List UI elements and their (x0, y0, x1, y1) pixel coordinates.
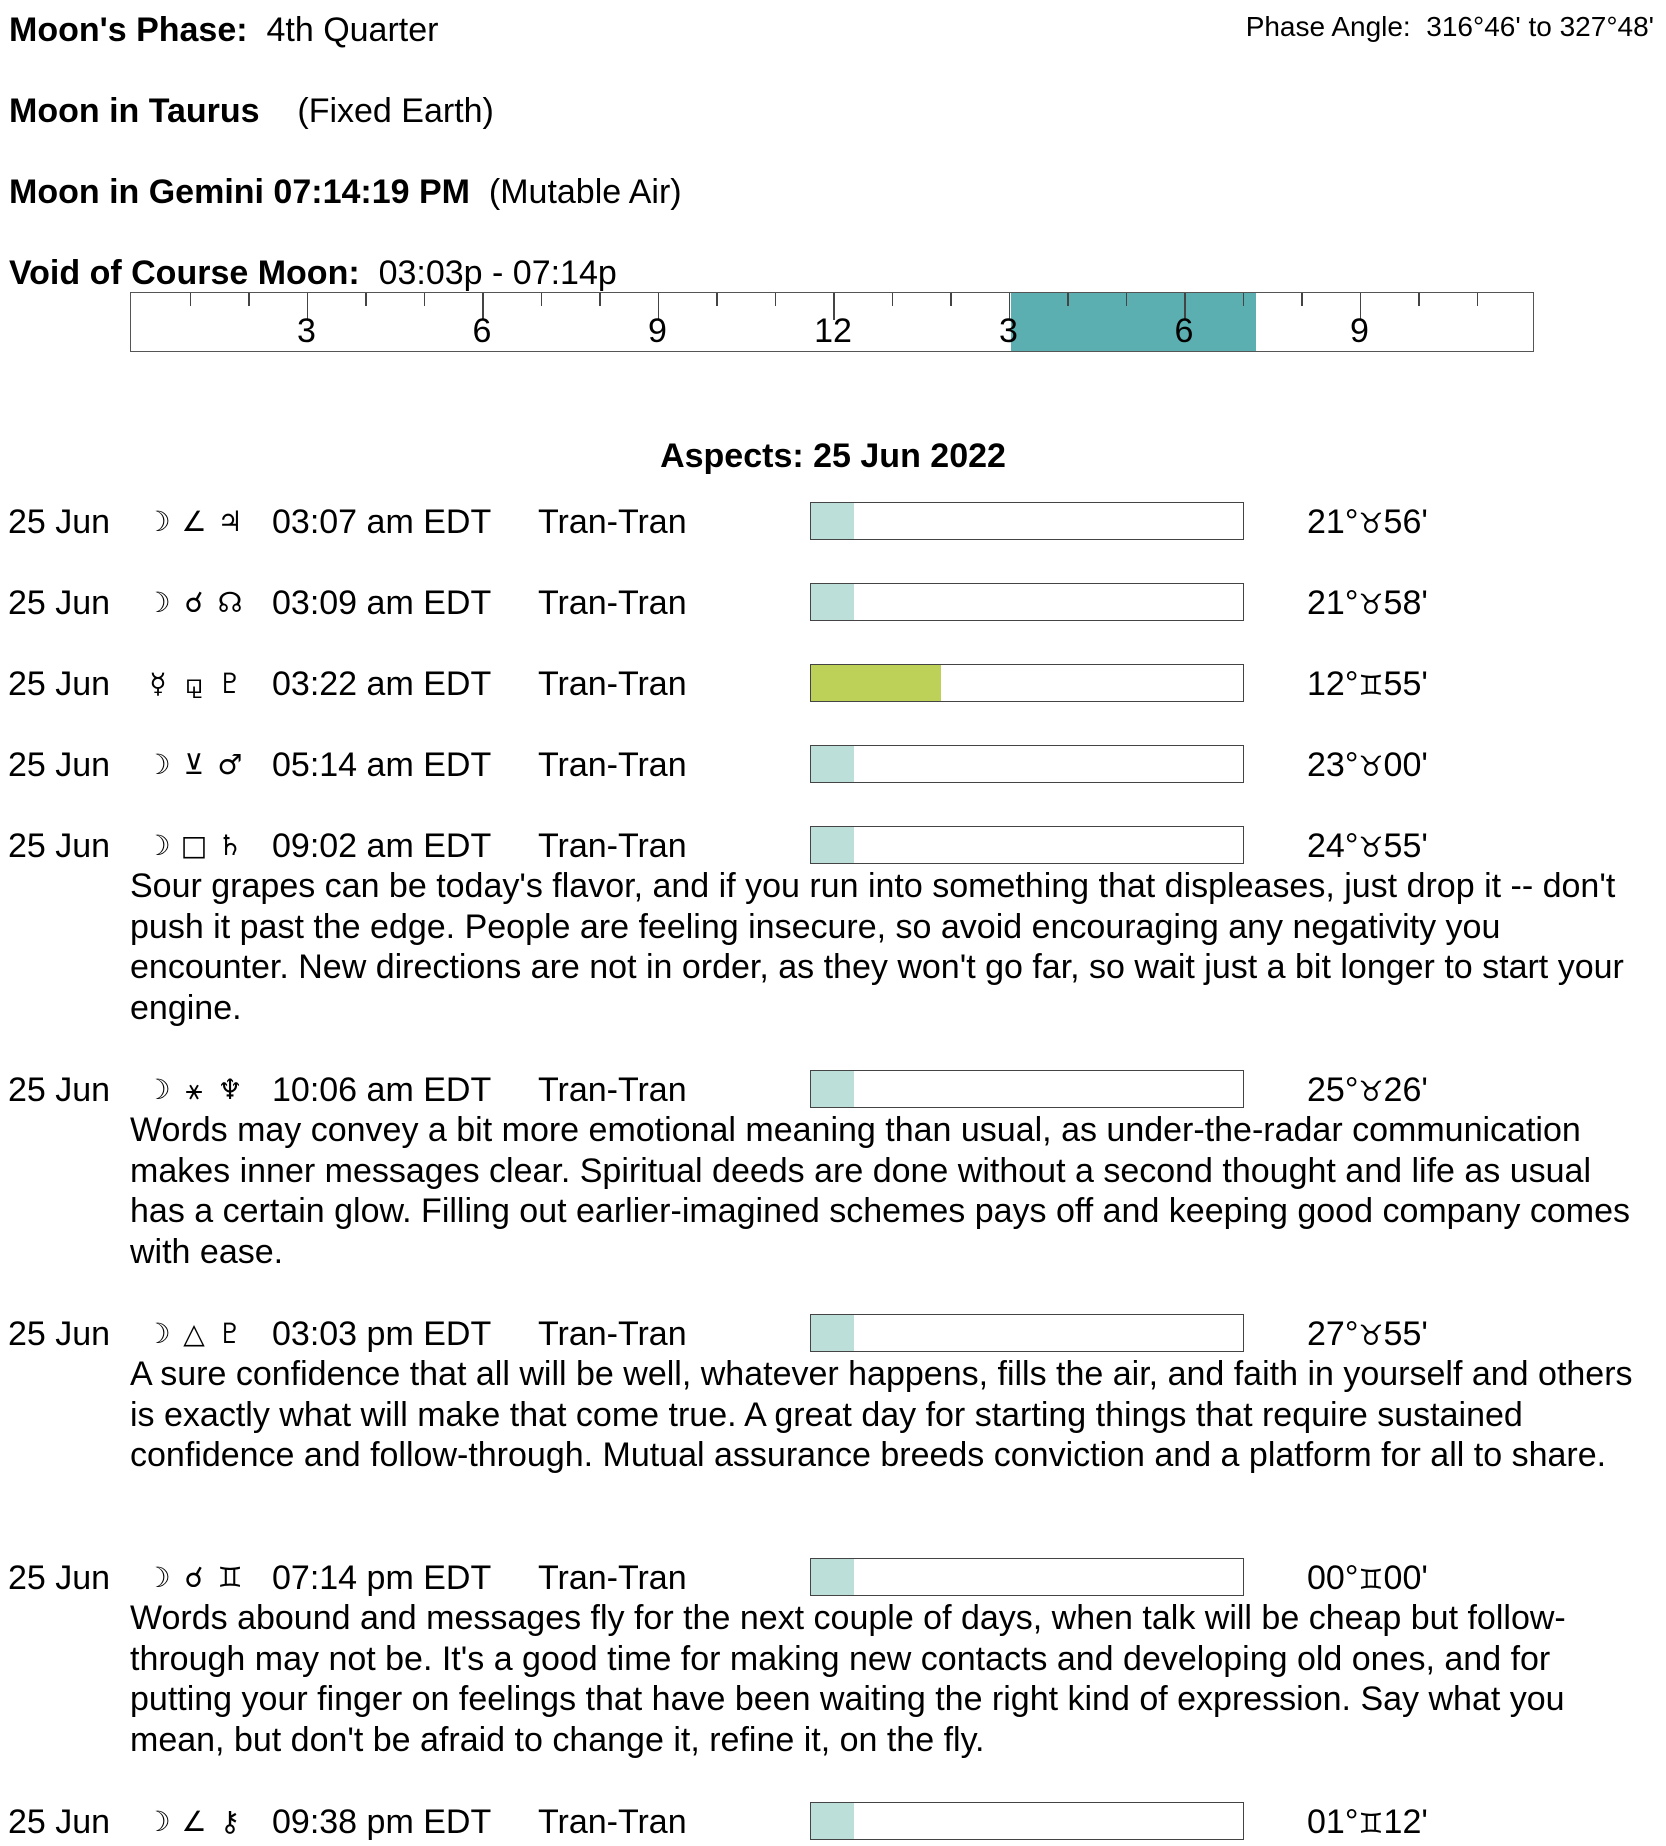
chiron-icon: ⚷ (219, 1805, 241, 1838)
trine-icon: △ (183, 1317, 205, 1350)
moon-sign-taurus (9, 91, 494, 131)
moon-icon: ☽ (145, 505, 171, 538)
moon-phase-label: Moon's Phase: (9, 11, 248, 49)
aspect-glyphs (140, 662, 248, 706)
voc-timeline-fill (1011, 293, 1256, 351)
aspect-strength-bar (810, 583, 1244, 621)
position-degrees: 24° (1307, 827, 1359, 865)
phase-angle (1246, 10, 1654, 44)
moon-sign-2-quality: (Mutable Air) (488, 173, 682, 211)
position-degrees: 00° (1307, 1559, 1359, 1597)
moon-sign-2-label: Moon in Gemini 07:14:19 PM (9, 173, 470, 211)
gemini-icon: ♊ (217, 1561, 243, 1594)
aspect-date: 25 Jun (8, 1803, 111, 1841)
aspect-glyphs (140, 500, 248, 544)
aspect-glyphs (140, 743, 248, 787)
aspect-strength-fill (811, 665, 941, 701)
timeline-hour-label: 12 (814, 312, 852, 350)
aspect-type: Tran-Tran (538, 746, 687, 784)
position-minutes: 00' (1383, 746, 1428, 784)
moon-icon: ☽ (145, 1805, 171, 1838)
aspect-date: 25 Jun (8, 1559, 111, 1597)
aspects-title: Aspects: 25 Jun 2022 (660, 437, 1006, 475)
timeline-tick (599, 293, 601, 306)
position-degrees: 27° (1307, 1315, 1359, 1353)
aspect-type: Tran-Tran (538, 827, 687, 865)
aspect-type: Tran-Tran (538, 1803, 687, 1841)
taurus-icon: ♉ (1358, 831, 1384, 864)
aspect-strength-bar (810, 664, 1244, 702)
aspect-row (0, 662, 1666, 706)
timeline-tick (950, 293, 952, 306)
aspect-type: Tran-Tran (538, 503, 687, 541)
aspect-date: 25 Jun (8, 584, 111, 622)
aspect-description: Sour grapes can be today's flavor, and if you run into something that displeases, just drop it -- don't push it past the edge. People are feeling insecure, so avoid encouraging any negativity you encounter. New directions are not in order, as they won't go far, so wait just a bit longer to start your engine. (130, 867, 1624, 1027)
aspect-glyphs (140, 824, 248, 868)
aspect-type: Tran-Tran (538, 1559, 687, 1597)
timeline-tick (1126, 293, 1128, 306)
aspect-position (1307, 1312, 1428, 1358)
aspect-date: 25 Jun (8, 1315, 111, 1353)
aspect-type: Tran-Tran (538, 665, 687, 703)
timeline-hour-label: 9 (1350, 312, 1369, 350)
aspect-glyphs (140, 1068, 248, 1112)
aspect-type: Tran-Tran (538, 1315, 687, 1353)
aspect-time: 09:02 am EDT (272, 827, 492, 865)
moon-sign-1-label: Moon in Taurus (9, 92, 260, 130)
position-degrees: 25° (1307, 1071, 1359, 1109)
aspect-strength-fill (811, 503, 854, 539)
moon-icon: ☽ (145, 1317, 171, 1350)
timeline-tick (190, 293, 192, 306)
timeline-hour-label: 3 (297, 312, 316, 350)
aspect-strength-bar (810, 826, 1244, 864)
conjunction-icon: ☌ (184, 586, 204, 619)
sextile-icon: ⚹ (185, 1073, 203, 1106)
aspect-time: 05:14 am EDT (272, 746, 492, 784)
aspect-date: 25 Jun (8, 827, 111, 865)
timeline-tick (716, 293, 718, 306)
position-minutes: 55' (1383, 827, 1428, 865)
aspect-strength-bar (810, 1802, 1244, 1840)
aspect-row (0, 1068, 1666, 1112)
gemini-icon: ♊ (1358, 1807, 1384, 1840)
timeline-tick (892, 293, 894, 306)
position-degrees: 21° (1307, 503, 1359, 541)
aspect-position (1307, 1068, 1428, 1114)
aspect-time: 03:09 am EDT (272, 584, 492, 622)
phase-angle-value: 316°46' to 327°48' (1426, 11, 1654, 42)
aspect-strength-fill (811, 1803, 854, 1839)
aspect-strength-fill (811, 584, 854, 620)
aspect-position (1307, 1556, 1428, 1602)
mercury-icon: ☿ (149, 667, 167, 700)
aspect-row (0, 743, 1666, 787)
moon-icon: ☽ (145, 829, 171, 862)
timeline-tick (424, 293, 426, 306)
aspect-type: Tran-Tran (538, 584, 687, 622)
aspect-position (1307, 662, 1428, 708)
aspect-position (1307, 500, 1428, 546)
aspect-time: 03:03 pm EDT (272, 1315, 492, 1353)
timeline-tick (541, 293, 543, 306)
aspect-row (0, 824, 1666, 868)
timeline-tick (1418, 293, 1420, 306)
pluto-icon: ♇ (217, 667, 243, 700)
square-icon: □ (180, 829, 208, 862)
gemini-icon: ♊ (1358, 669, 1384, 702)
timeline-hour-label: 3 (999, 312, 1018, 350)
sesquiquadrate-icon: ⚼ (184, 667, 204, 700)
aspect-description: Words abound and messages fly for the next couple of days, when talk will be cheap but follow-through may not be. It's a good time for making new contacts and developing old ones, and for putting your finger on feelings that have been waiting the right kind of expression. Say what you mean, but don't be afraid to change it, refine it, on the fly. (130, 1599, 1566, 1759)
conjunction-icon: ☌ (184, 1561, 204, 1594)
taurus-icon: ♉ (1358, 507, 1384, 540)
voc-timeline (130, 292, 1534, 352)
aspect-strength-bar (810, 1314, 1244, 1352)
timeline-tick (1477, 293, 1479, 306)
position-minutes: 00' (1383, 1559, 1428, 1597)
aspect-description: Words may convey a bit more emotional meaning than usual, as under-the-radar communication makes inner messages clear. Spiritual deeds are done without a second thought and life as usual has a certain glow. Filling out earlier-imagined schemes pays off and keeping good company comes with ease. (130, 1111, 1630, 1271)
position-minutes: 55' (1383, 1315, 1428, 1353)
aspect-position (1307, 824, 1428, 870)
timeline-tick (248, 293, 250, 306)
neptune-icon: ♆ (217, 1073, 243, 1106)
taurus-icon: ♉ (1358, 1075, 1384, 1108)
pluto-icon: ♇ (217, 1317, 243, 1350)
moon-phase (9, 10, 438, 50)
semisextile-icon: ⊻ (183, 748, 205, 781)
aspect-strength-bar (810, 1558, 1244, 1596)
position-minutes: 55' (1383, 665, 1428, 703)
timeline-tick (1067, 293, 1069, 306)
aspect-time: 07:14 pm EDT (272, 1559, 492, 1597)
position-degrees: 21° (1307, 584, 1359, 622)
aspect-date: 25 Jun (8, 746, 111, 784)
position-minutes: 56' (1383, 503, 1428, 541)
moon-icon: ☽ (145, 1073, 171, 1106)
aspect-row (0, 500, 1666, 544)
moon-icon: ☽ (145, 1561, 171, 1594)
jupiter-icon: ♃ (217, 505, 243, 538)
moon-icon: ☽ (145, 748, 171, 781)
aspect-position (1307, 743, 1428, 789)
timeline-tick (1301, 293, 1303, 306)
semisquare-icon: ∠ (181, 505, 207, 538)
aspect-time: 03:22 am EDT (272, 665, 492, 703)
gemini-icon: ♊ (1358, 1563, 1384, 1596)
aspect-row (0, 1556, 1666, 1600)
north-node-icon: ☊ (217, 586, 243, 619)
voc-label: Void of Course Moon: (9, 254, 360, 292)
timeline-hour-label: 6 (472, 312, 492, 350)
aspect-time: 03:07 am EDT (272, 503, 492, 541)
position-minutes: 58' (1383, 584, 1428, 622)
aspect-strength-bar (810, 502, 1244, 540)
aspect-row (0, 1800, 1666, 1844)
aspect-strength-fill (811, 1315, 854, 1351)
position-minutes: 12' (1383, 1803, 1428, 1841)
aspect-type: Tran-Tran (538, 1071, 687, 1109)
aspect-row (0, 581, 1666, 625)
moon-sign-gemini (9, 172, 682, 212)
aspect-row (0, 1312, 1666, 1356)
taurus-icon: ♉ (1358, 588, 1384, 621)
timeline-tick (365, 293, 367, 306)
timeline-tick (775, 293, 777, 306)
timeline-hour-label: 9 (648, 312, 667, 350)
position-minutes: 26' (1383, 1071, 1428, 1109)
phase-angle-label: Phase Angle: (1245, 11, 1411, 42)
aspect-glyphs (140, 1800, 248, 1844)
moon-phase-value: 4th Quarter (266, 11, 439, 49)
position-degrees: 23° (1307, 746, 1359, 784)
aspect-date: 25 Jun (8, 665, 111, 703)
saturn-icon: ♄ (217, 829, 243, 862)
aspect-strength-bar (810, 1070, 1244, 1108)
position-degrees: 12° (1307, 665, 1359, 703)
aspect-strength-fill (811, 746, 854, 782)
aspect-strength-fill (811, 1071, 854, 1107)
aspect-time: 10:06 am EDT (272, 1071, 492, 1109)
position-degrees: 01° (1307, 1803, 1359, 1841)
void-of-course (9, 253, 617, 293)
taurus-icon: ♉ (1358, 1319, 1384, 1352)
taurus-icon: ♉ (1358, 750, 1384, 783)
aspect-strength-fill (811, 1559, 854, 1595)
aspect-glyphs (140, 581, 248, 625)
mars-icon: ♂ (217, 748, 243, 781)
aspect-glyphs (140, 1556, 248, 1600)
semisquare-icon: ∠ (181, 1805, 207, 1838)
moon-sign-1-quality: (Fixed Earth) (297, 92, 494, 130)
moon-icon: ☽ (145, 586, 171, 619)
aspect-description: A sure confidence that all will be well, whatever happens, fills the air, and faith in yourself and others is exactly what will make that come true. A great day for starting things that require sustained confidence and follow-through. Mutual assurance breeds conviction and a platform for all to share. (130, 1355, 1633, 1474)
aspect-date: 25 Jun (8, 1071, 111, 1109)
aspect-position (1307, 581, 1428, 627)
aspect-position (1307, 1800, 1428, 1846)
timeline-hour-label: 6 (1174, 312, 1194, 350)
aspect-glyphs (140, 1312, 248, 1356)
aspect-strength-fill (811, 827, 854, 863)
aspect-time: 09:38 pm EDT (272, 1803, 492, 1841)
voc-value: 03:03p - 07:14p (378, 254, 617, 292)
aspect-date: 25 Jun (8, 503, 111, 541)
timeline-tick (1243, 293, 1245, 306)
aspect-strength-bar (810, 745, 1244, 783)
